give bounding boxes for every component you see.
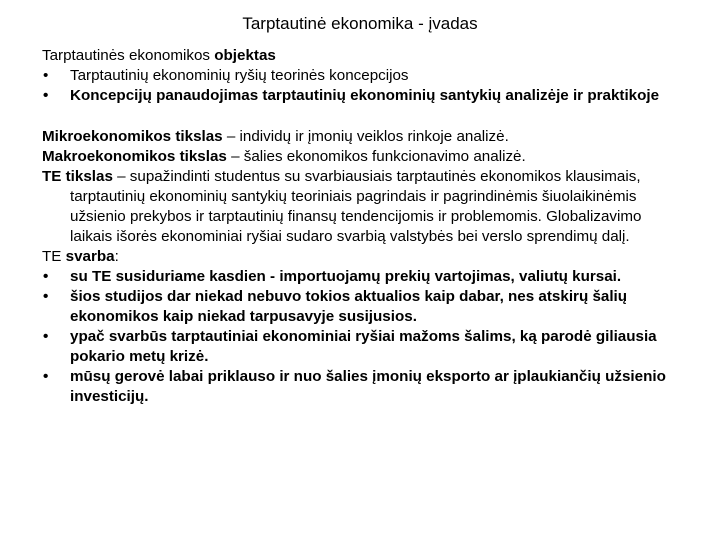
micro-goal-term: Mikroekonomikos tikslas: [42, 128, 223, 145]
te-importance-lead-bold: svarba: [65, 248, 115, 265]
bullet-dot: •: [43, 268, 49, 285]
te-importance-bullet-text: mūsų gerovė labai priklauso ir nuo šalies įmonių eksporto ar įplaukiančių užsienio investicijų.: [70, 368, 666, 405]
te-goal: [42, 167, 682, 247]
te-importance-bullet: [42, 287, 682, 327]
bullet-dot: •: [43, 368, 49, 385]
bullet-dot: •: [43, 288, 49, 305]
te-importance-bullet-text: su TE susiduriame kasdien - importuojamų prekių vartojimas, valiutų kursai.: [70, 268, 622, 285]
bullet-dot: •: [43, 87, 49, 104]
te-goal-text: – supažindinti studentus su svarbiausiais tarptautinės ekonomikos klausimais, tarptautinių ekonominių santykių teoriniais pagrindais ir pagrindinėmis šiuolaikinėmis užsienio prekybos ir tarptautinių finansų tendencijomis ir problemomis. Globalizavimo laikais išorės ekonominiai ryšiai sudaro svarbią valstybės bei verslo sprendimų dalį.: [70, 168, 642, 245]
micro-goal: [42, 127, 682, 147]
slide-title: Tarptautinė ekonomika - įvadas: [242, 14, 478, 33]
bullet-dot: •: [43, 328, 49, 345]
objects-bullet: [42, 86, 682, 106]
objects-lead-bold: objektas: [214, 47, 276, 64]
macro-goal-text: – šalies ekonomikos funkcionavimo analizė.: [226, 148, 526, 165]
te-importance-colon: :: [114, 248, 119, 265]
objects-heading: [42, 46, 682, 66]
macro-goal: [42, 147, 682, 167]
te-goal-term: TE tikslas: [42, 168, 113, 185]
bullet-dot: •: [43, 67, 49, 84]
te-importance-bullet: [42, 267, 682, 287]
te-importance-bullet-text: ypač svarbūs tarptautiniai ekonominiai ryšiai mažoms šalims, ką parodė giliausia pokario metų krizė.: [70, 328, 657, 365]
objects-bullet: [42, 66, 682, 86]
micro-goal-text: – individų ir įmonių veiklos rinkoje analizė.: [222, 128, 509, 145]
te-importance-lead: TE: [42, 248, 66, 265]
te-importance-bullet: [42, 367, 682, 407]
te-importance-bullet-text: šios studijos dar niekad nebuvo tokios aktualios kaip dabar, nes atskirų šalių ekonomikos kaip niekad tarpusavyje susijusios.: [70, 288, 628, 325]
objects-bullet-text: Koncepcijų panaudojimas tarptautinių ekonominių santykių analizėje ir praktikoje: [70, 87, 660, 104]
te-importance-bullet: [42, 327, 682, 367]
objects-bullet-text: Tarptautinių ekonominių ryšių teorinės koncepcijos: [70, 67, 409, 84]
macro-goal-term: Makroekonomikos tikslas: [42, 148, 227, 165]
objects-lead: Tarptautinės ekonomikos: [42, 47, 215, 64]
te-importance-heading: [42, 247, 682, 267]
slide-body: [42, 46, 682, 407]
